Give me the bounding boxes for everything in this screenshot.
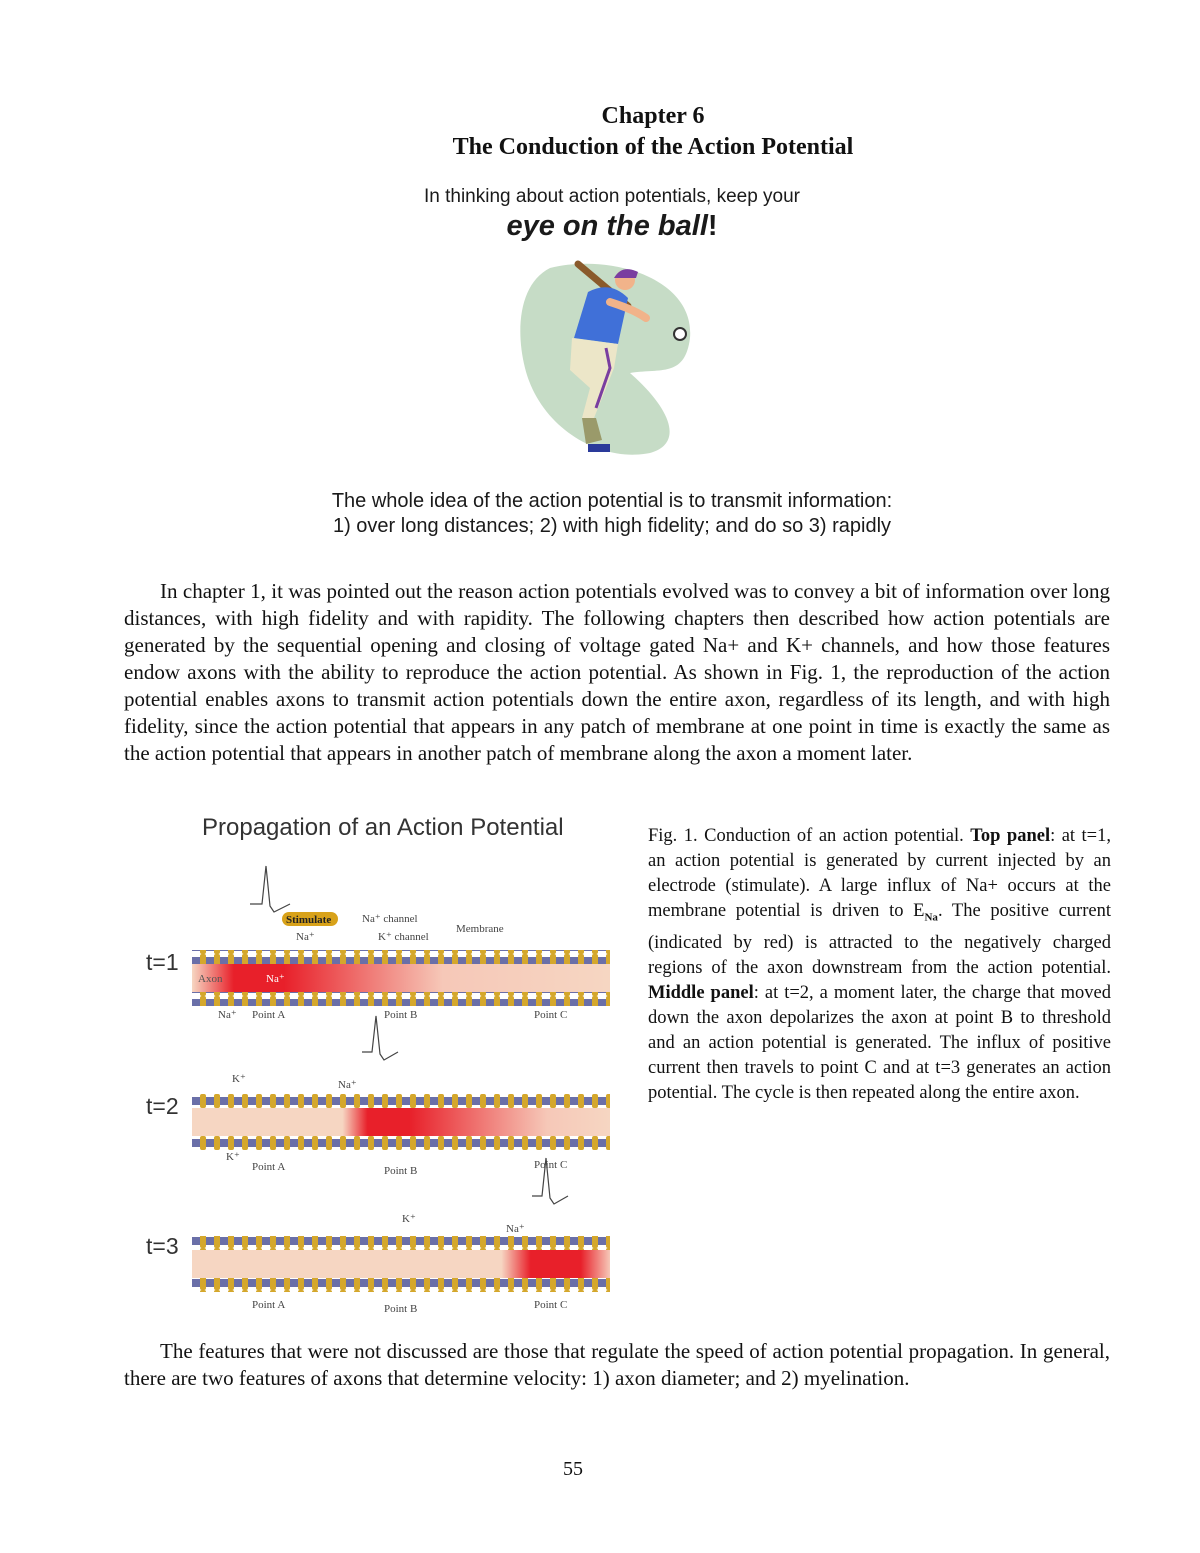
caption-top-panel: Top panel: [970, 826, 1051, 846]
na-label-bottom: Na⁺: [218, 1009, 237, 1021]
caption-text-3: . The positive current (indicated by red) is attracted to the negatively charged regions of the axon downstream from the action potential.: [648, 901, 1111, 978]
caption-text-2: : at t=1, an action potential is generated by current injected by an electrode (stimulate). A large influx of Na+ occurs at the membrane potential is driven to E: [648, 826, 1111, 921]
page-number: 55: [563, 1458, 583, 1480]
idea-line-1: The whole idea of the action potential is to transmit information:: [331, 490, 893, 512]
baseball-batter-illustration: [510, 258, 710, 458]
time-label-t1: t=1: [146, 949, 179, 975]
point-c-t1: Point C: [534, 1009, 568, 1021]
time-label-t2: t=2: [146, 1093, 179, 1119]
point-c-t3: Point C: [534, 1299, 568, 1311]
axon-interior-t1: [192, 964, 610, 992]
propagation-figure: [140, 856, 630, 1326]
k-channel-label: K⁺ channel: [378, 931, 429, 943]
point-b-t3: Point B: [384, 1303, 418, 1315]
ap-trace-t1: [250, 866, 290, 912]
axon-interior-t3: [192, 1250, 610, 1278]
membrane-label: Membrane: [456, 923, 504, 935]
idea-line-2: 1) over long distances; 2) with high fidelity; and do so 3) rapidly: [332, 515, 892, 537]
na-label-inside: Na⁺: [266, 973, 285, 985]
axon-label: Axon: [198, 973, 223, 985]
membrane-bottom-t3: [192, 1278, 610, 1292]
point-b-t1: Point B: [384, 1009, 418, 1021]
membrane-top-t1: [192, 950, 610, 964]
na-label-top: Na⁺: [296, 931, 315, 943]
caption-text-4: : at t=2, a moment later, the charge that moved down the axon depolarizes the axon at point B to threshold and an action potential is generated. The influx of positive current then travels to point C and at t=3 generates an action potential. The cycle is then repeated along the entire axon.: [648, 982, 1111, 1103]
caption-middle-panel: Middle panel: [648, 982, 754, 1003]
membrane-top-t3: [192, 1236, 610, 1250]
na-channel-label: Na⁺ channel: [362, 913, 418, 925]
caption-text-1: Fig. 1. Conduction of an action potential.: [648, 826, 971, 846]
membrane-bottom-t1: [192, 992, 610, 1006]
baseball-icon: [674, 328, 686, 340]
na-label-t2: Na⁺: [338, 1079, 357, 1091]
point-a-t3: Point A: [252, 1299, 286, 1311]
k-label-t2-bottom: K⁺: [226, 1151, 240, 1163]
point-c-t2: Point C: [534, 1159, 568, 1171]
panel-t2: [146, 1016, 610, 1177]
point-b-t2: Point B: [384, 1165, 418, 1177]
k-label-t2: K⁺: [232, 1073, 246, 1085]
panel-t1: [146, 866, 610, 1021]
body-paragraph-2: The features that were not discussed are those that regulate the speed of action potential propagation. In general, there are two features of axons that determine velocity: 1) axon diameter; and 2) myelination.: [124, 1339, 1110, 1390]
point-a-t1: Point A: [252, 1009, 286, 1021]
batter-shoe: [588, 444, 610, 452]
chapter-number: Chapter 6: [601, 103, 705, 129]
figure-title: Propagation of an Action Potential: [202, 814, 564, 841]
axon-interior-t2: [192, 1108, 610, 1136]
chapter-title: The Conduction of the Action Potential: [452, 134, 854, 160]
panel-t3: [146, 1158, 610, 1315]
ap-trace-t2: [362, 1016, 398, 1060]
k-label-t3: K⁺: [402, 1213, 416, 1225]
caption-subscript: Na: [924, 911, 938, 924]
stimulate-label: Stimulate: [286, 914, 332, 926]
time-label-t3: t=3: [146, 1233, 179, 1259]
na-label-t3: Na⁺: [506, 1223, 525, 1235]
body-paragraph-1: In chapter 1, it was pointed out the reason action potentials evolved was to convey a bit of information over long distances, with high fidelity and with rapidity. The following chapters then described how action potentials are generated by the sequential opening and closing of voltage gated Na+ and K+ channels, and how those features endow axons with the ability to reproduce the action potential. As shown in Fig. 1, the reproduction of the action potential enables axons to transmit action potentials down the entire axon, regardless of its length, and with high fidelity, since the action potential that appears in any patch of membrane at one point in time is exactly the same as the action potential that appears in another patch of membrane along the axon a moment later.: [124, 579, 1110, 765]
intro-line: In thinking about action potentials, keep your: [423, 186, 801, 207]
membrane-top-t2: [192, 1094, 610, 1108]
figure-caption: [648, 824, 1111, 1106]
intro-emphasis: [0, 210, 1200, 243]
emphasis-end: !: [707, 210, 718, 242]
point-a-t2: Point A: [252, 1161, 286, 1173]
emphasis-text: eye on the ball: [506, 210, 708, 242]
membrane-bottom-t2: [192, 1136, 610, 1150]
